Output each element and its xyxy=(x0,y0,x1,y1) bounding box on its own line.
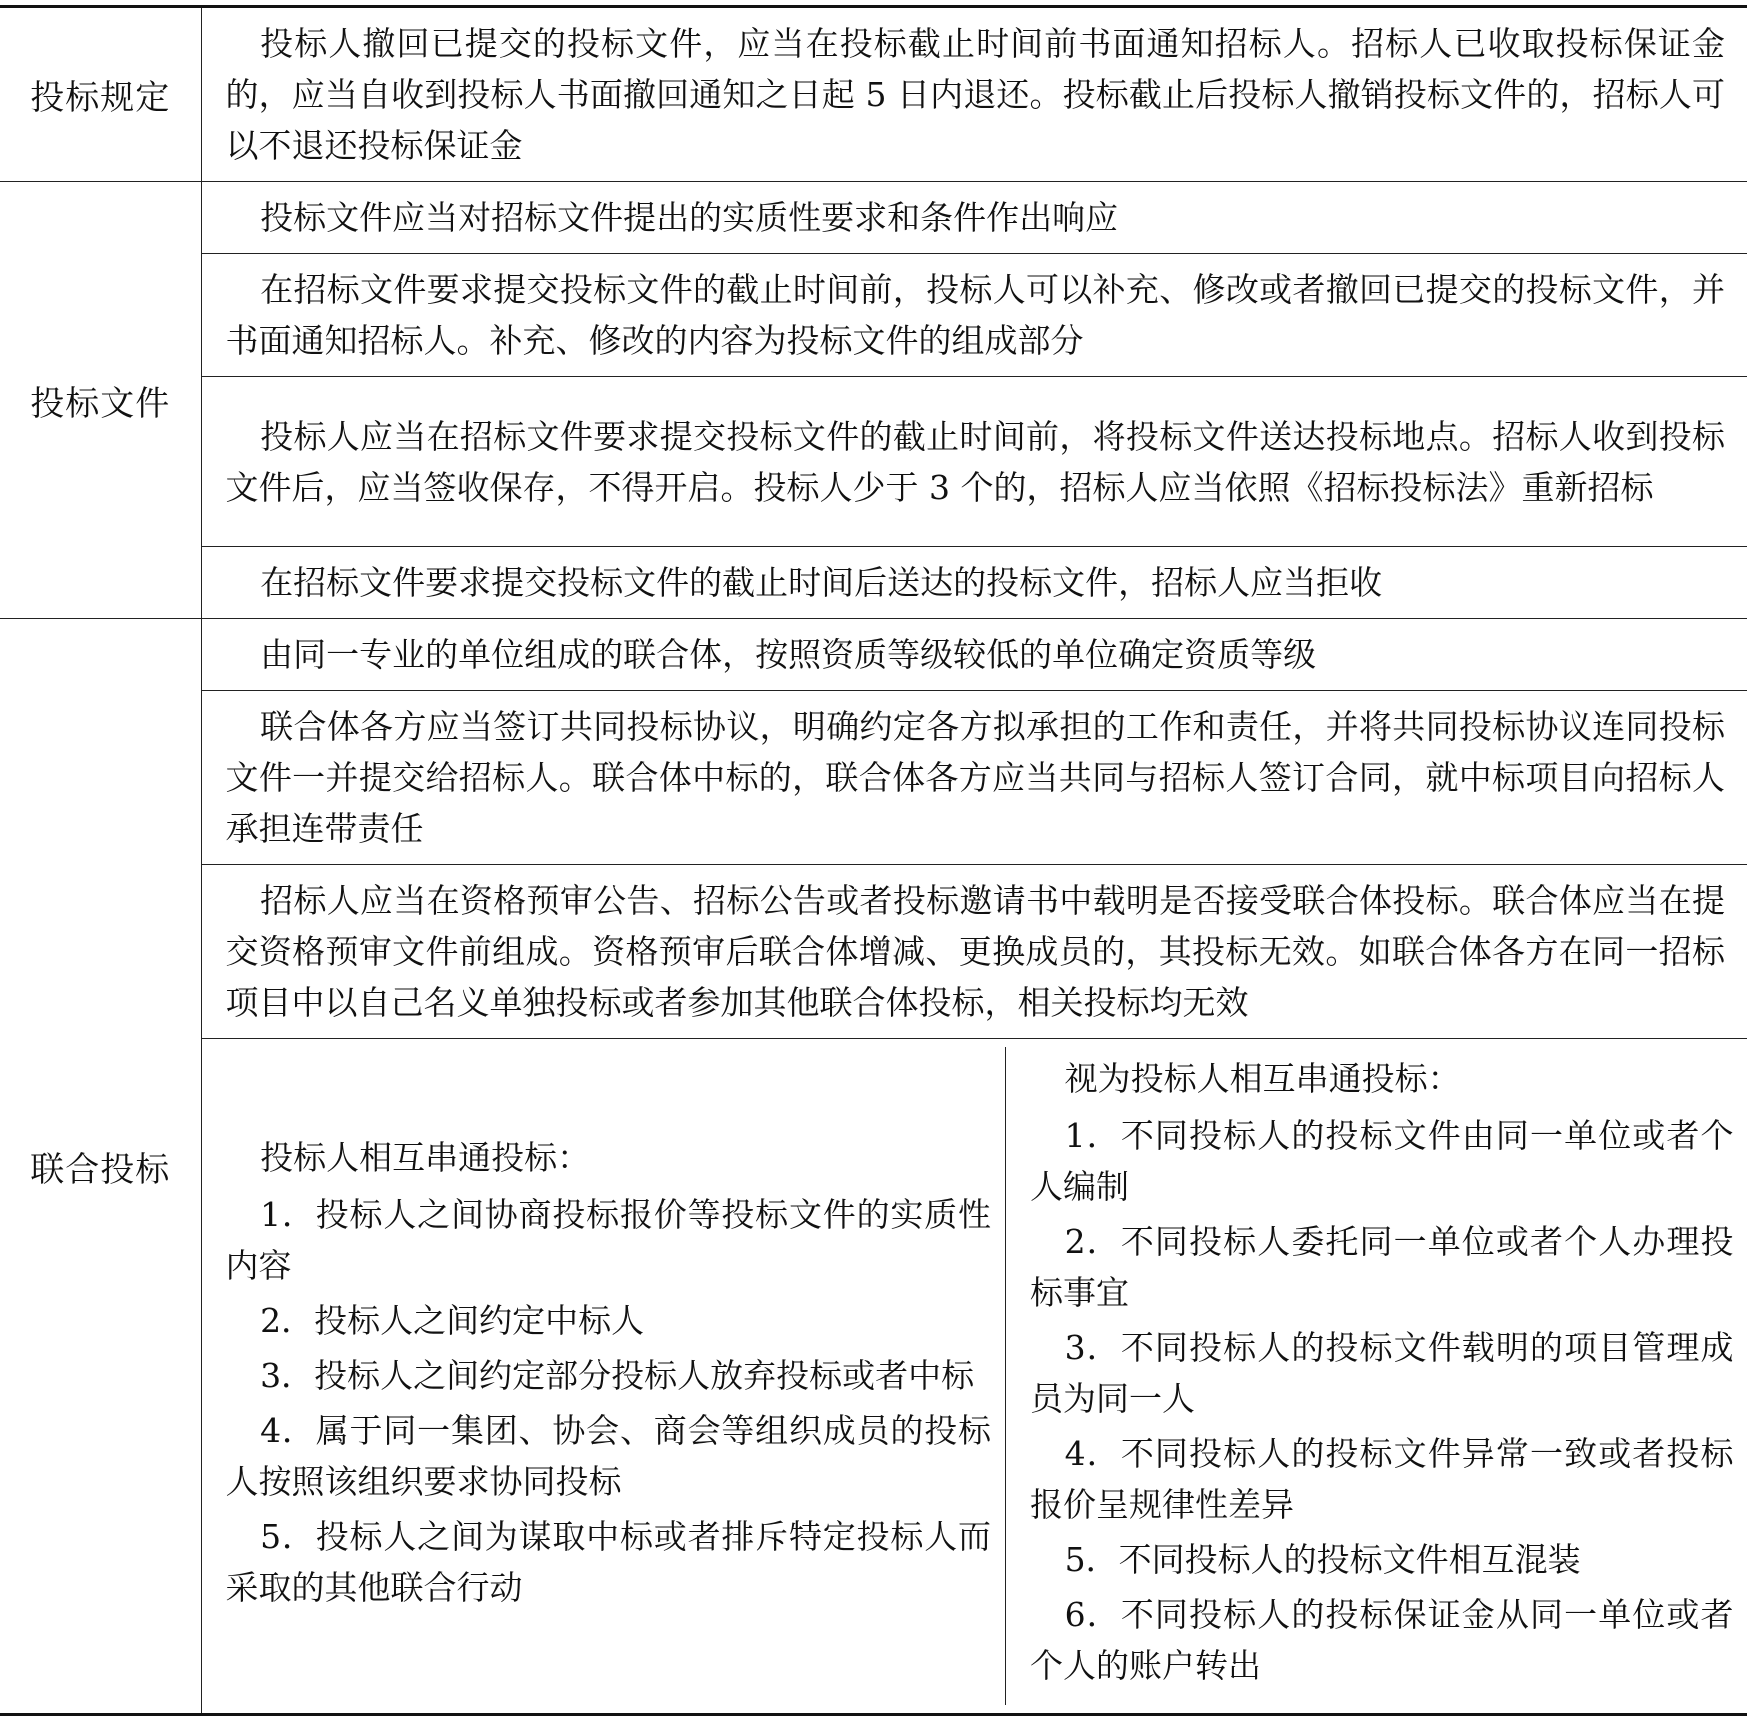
list-item: 3．不同投标人的投标文件载明的项目管理成员为同一人 xyxy=(1030,1322,1734,1424)
rule-text: 在招标文件要求提交投标文件的截止时间后送达的投标文件，招标人应当拒收 xyxy=(202,547,1747,618)
table-row xyxy=(0,1039,1747,1715)
rule-text: 由同一专业的单位组成的联合体，按照资质等级较低的单位确定资质等级 xyxy=(202,619,1747,690)
collusion-list xyxy=(202,1126,1006,1627)
table-row xyxy=(0,182,1747,254)
bidding-rules-table xyxy=(0,5,1747,1716)
row-label-bid-rules: 投标规定 xyxy=(0,7,201,182)
row-label-bid-documents: 投标文件 xyxy=(0,182,201,619)
rule-text: 投标文件应当对招标文件提出的实质性要求和条件作出响应 xyxy=(202,182,1747,253)
list-item: 1．不同投标人的投标文件由同一单位或者个人编制 xyxy=(1030,1110,1734,1212)
list-item: 5．投标人之间为谋取中标或者排斥特定投标人而采取的其他联合行动 xyxy=(226,1511,992,1613)
table-row xyxy=(0,254,1747,377)
table-row xyxy=(0,547,1747,619)
list-item: 5．不同投标人的投标文件相互混装 xyxy=(1030,1534,1734,1585)
deemed-collusion-list xyxy=(1006,1047,1747,1705)
table-row xyxy=(0,691,1747,865)
list-item: 2．不同投标人委托同一单位或者个人办理投标事宜 xyxy=(1030,1216,1734,1318)
list-item: 4．属于同一集团、协会、商会等组织成员的投标人按照该组织要求协同投标 xyxy=(226,1405,992,1507)
list-item: 1．投标人之间协商投标报价等投标文件的实质性内容 xyxy=(226,1189,992,1291)
rule-text: 投标人撤回已提交的投标文件，应当在投标截止时间前书面通知招标人。招标人已收取投标保证金的，应当自收到投标人书面撤回通知之日起 5 日内退还。投标截止后投标人撤销投标文件的，招标人可以不退还投标保证金 xyxy=(202,8,1747,181)
table-row xyxy=(0,377,1747,547)
rule-text: 在招标文件要求提交投标文件的截止时间前，投标人可以补充、修改或者撤回已提交的投标文件，并书面通知招标人。补充、修改的内容为投标文件的组成部分 xyxy=(202,254,1747,376)
rule-text: 投标人应当在招标文件要求提交投标文件的截止时间前，将投标文件送达投标地点。招标人收到投标文件后，应当签收保存，不得开启。投标人少于 3 个的，招标人应当依照《招标投标法》重新招标 xyxy=(202,401,1747,523)
collusion-comparison xyxy=(202,1047,1747,1705)
rule-text: 招标人应当在资格预审公告、招标公告或者投标邀请书中载明是否接受联合体投标。联合体应当在提交资格预审文件前组成。资格预审后联合体增减、更换成员的，其投标无效。如联合体各方在同一招标项目中以自己名义单独投标或者参加其他联合体投标，相关投标均无效 xyxy=(202,865,1747,1038)
list-item: 3．投标人之间约定部分投标人放弃投标或者中标 xyxy=(226,1350,992,1401)
list-item: 6．不同投标人的投标保证金从同一单位或者个人的账户转出 xyxy=(1030,1589,1734,1691)
list-item: 4．不同投标人的投标文件异常一致或者投标报价呈规律性差异 xyxy=(1030,1428,1734,1530)
table-row xyxy=(0,865,1747,1039)
table-row xyxy=(0,619,1747,691)
deemed-collusion-heading: 视为投标人相互串通投标： xyxy=(1030,1053,1734,1104)
rule-text: 联合体各方应当签订共同投标协议，明确约定各方拟承担的工作和责任，并将共同投标协议连同投标文件一并提交给招标人。联合体中标的，联合体各方应当共同与招标人签订合同，就中标项目向招标人承担连带责任 xyxy=(202,691,1747,864)
row-label-joint-bidding: 联合投标 xyxy=(0,619,201,1715)
list-item: 2．投标人之间约定中标人 xyxy=(226,1295,992,1346)
collusion-heading: 投标人相互串通投标： xyxy=(226,1132,992,1183)
table-row xyxy=(0,7,1747,182)
